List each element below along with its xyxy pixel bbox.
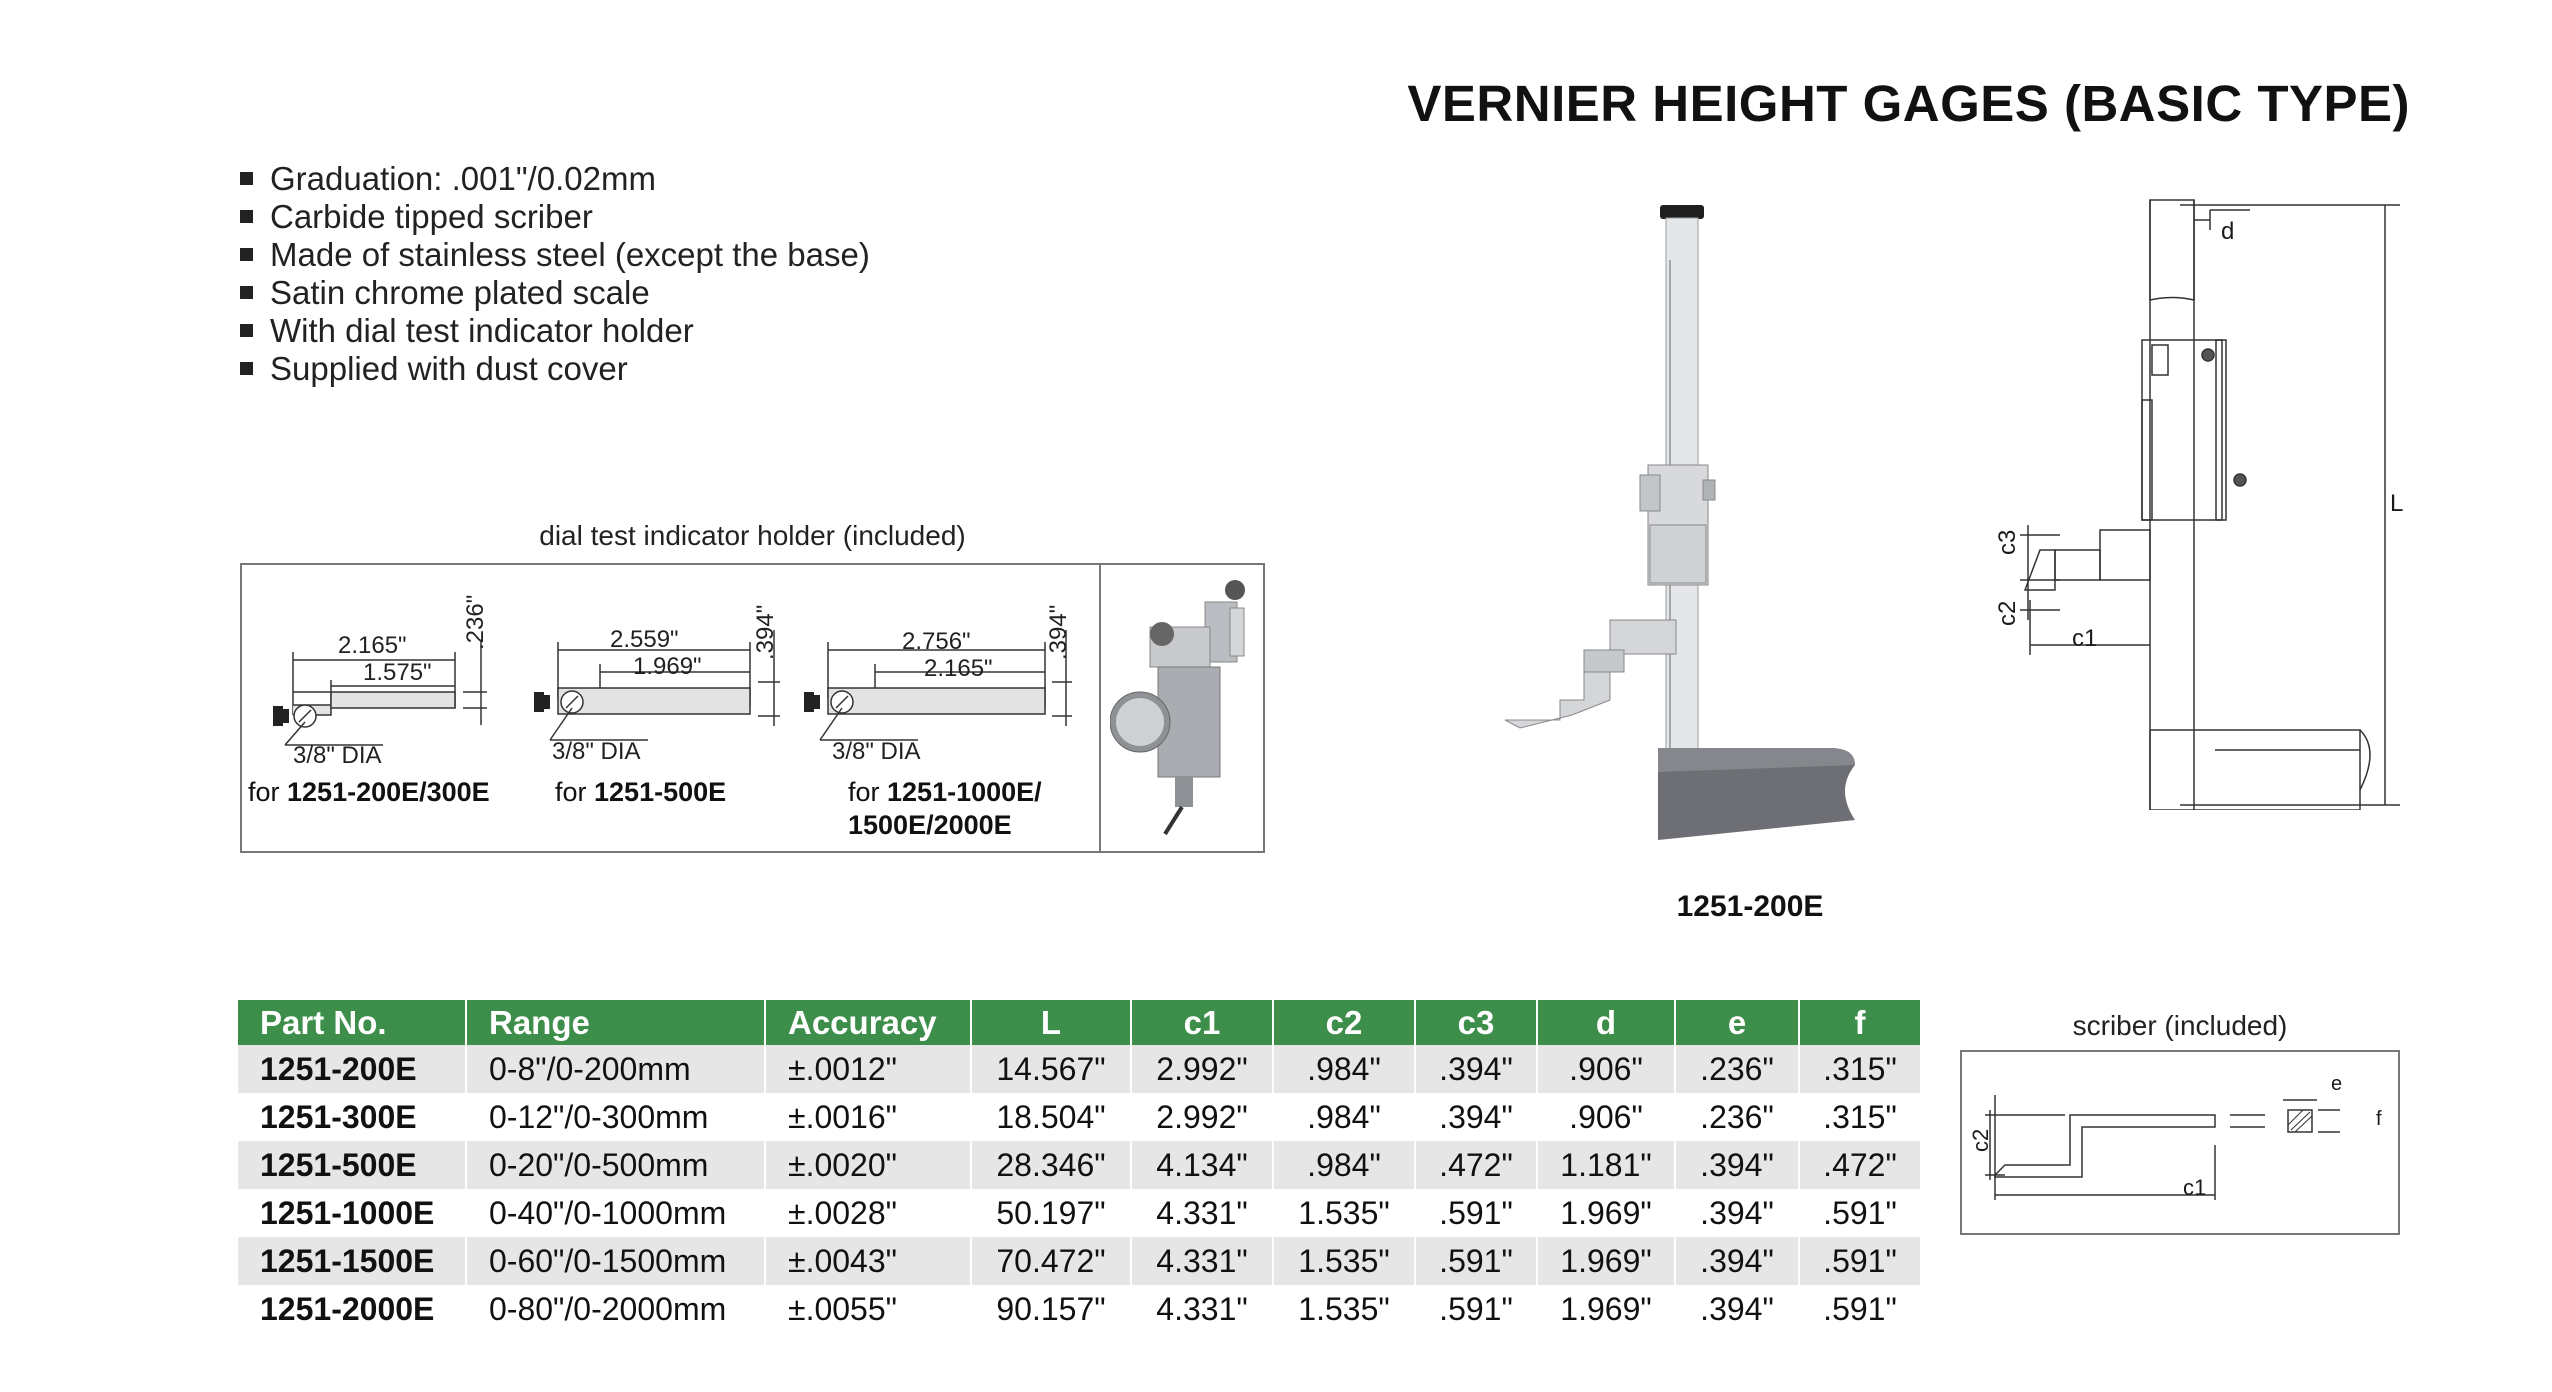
arm-dia-label: 3/8" DIA [293,742,382,769]
table-row: 1251-300E 0-12"/0-300mm ±.0016" 18.504" 2.992" .984" .394" .906" .236" .315" [238,1093,1920,1141]
bullet-icon [240,324,253,337]
diagram-label-c2: c2 [1994,600,2021,626]
bullet-icon [240,362,253,375]
diagram-label-c3: c3 [1994,529,2021,555]
arm-dim-outer: 2.756" [902,628,971,655]
col-header: Range [466,1000,765,1045]
col-header: c1 [1131,1000,1273,1045]
arm-dim-inner: 2.165" [924,655,993,682]
table-row: 1251-200E 0-8"/0-200mm ±.0012" 14.567" 2.992" .984" .394" .906" .236" .315" [238,1045,1920,1093]
arm-dim-outer: 2.559" [610,626,679,653]
arm-dim-inner: 1.575" [363,659,432,686]
model-caption: 1251-200E [1676,890,1824,923]
arm-for-label: for 1251-1000E/ 1500E/2000E [848,777,1042,840]
height-gage-photo [1500,200,1900,860]
col-header: e [1675,1000,1799,1045]
arm-dia-label: 3/8" DIA [832,738,921,765]
col-header: d [1537,1000,1675,1045]
height-gage-diagram [1980,190,2420,810]
col-header: c2 [1273,1000,1415,1045]
arm-dim-height: .236" [462,594,489,650]
feature-item: Satin chrome plated scale [240,274,870,312]
holder-photo [1110,572,1260,844]
feature-item: Made of stainless steel (except the base) [240,236,870,274]
table-header-row [238,1000,1920,1045]
arm-dim-height: .394" [752,604,779,660]
arm-for-label: for 1251-200E/300E [248,777,490,807]
arm-dim-inner: 1.969" [633,653,702,680]
col-header: Accuracy [765,1000,971,1045]
col-header: Part No. [238,1000,466,1045]
bullet-icon [240,172,253,185]
page-title: VERNIER HEIGHT GAGES (BASIC TYPE) [1407,75,2410,132]
col-header: c3 [1415,1000,1537,1045]
holder-caption: dial test indicator holder (included) [539,520,966,551]
feature-item: With dial test indicator holder [240,312,870,350]
arm-dim-outer: 2.165" [338,632,407,659]
table-row: 1251-2000E 0-80"/0-2000mm ±.0055" 90.157" 4.331" 1.535" .591" 1.969" .394" .591" [238,1285,1920,1333]
scriber-label-e: e [2331,1073,2343,1095]
col-header: L [971,1000,1131,1045]
diagram-label-c1: c1 [2072,625,2098,652]
arm-dim-height: .394" [1045,604,1072,660]
feature-list [240,160,870,388]
diagram-label-L: L [2390,490,2404,517]
table-row: 1251-1500E 0-60"/0-1500mm ±.0043" 70.472" 4.331" 1.535" .591" 1.969" .394" .591" [238,1237,1920,1285]
arm-for-label: for 1251-500E [555,777,727,807]
scriber-label-f: f [2376,1108,2382,1130]
bullet-icon [240,248,253,261]
arm-dia-label: 3/8" DIA [552,738,641,765]
col-header: f [1799,1000,1920,1045]
scriber-caption: scriber (included) [2072,1010,2288,1041]
scriber-label-c2: c2 [1968,1128,1993,1152]
table-row: 1251-500E 0-20"/0-500mm ±.0020" 28.346" 4.134" .984" .472" 1.181" .394" .472" [238,1141,1920,1189]
bullet-icon [240,286,253,299]
scriber-label-c1: c1 [2183,1175,2207,1200]
feature-item: Carbide tipped scriber [240,198,870,236]
bullet-icon [240,210,253,223]
spec-table [238,1000,1920,1333]
feature-item: Supplied with dust cover [240,350,870,388]
table-row: 1251-1000E 0-40"/0-1000mm ±.0028" 50.197" 4.331" 1.535" .591" 1.969" .394" .591" [238,1189,1920,1237]
feature-item: Graduation: .001"/0.02mm [240,160,870,198]
holder-divider [1099,563,1101,853]
diagram-label-d: d [2221,218,2235,245]
